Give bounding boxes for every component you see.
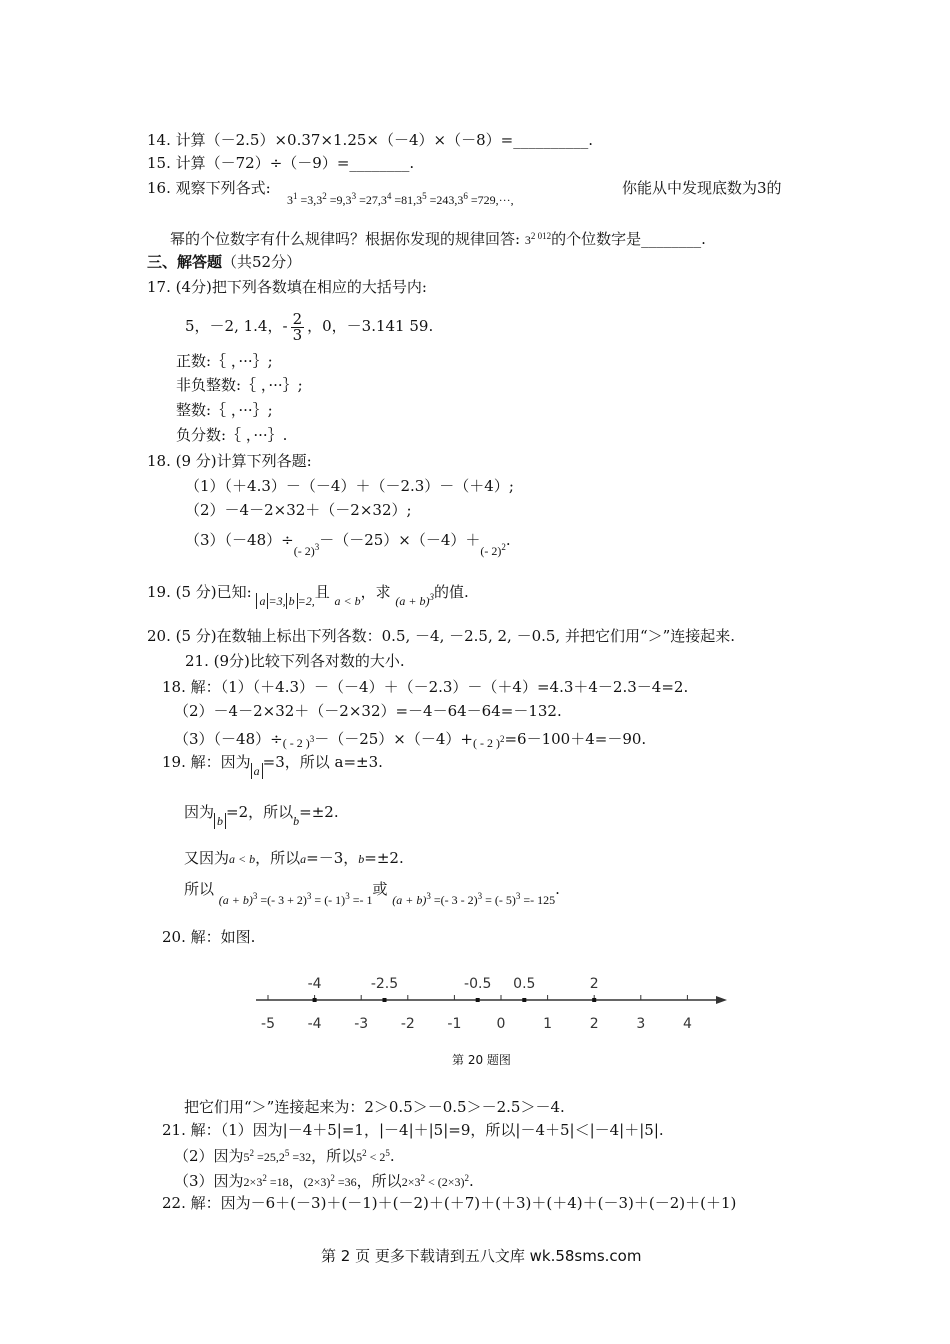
question-18-part1: （1）（＋4.3）－（－4）＋（－2.3）－（＋4）; bbox=[185, 477, 514, 495]
question-16-sequence: $3^1 =3,3^2 =9,3^3 =27,3^4 =81,3^5 =243,3^6 =729,\cdot\cdot\cdot$, bbox=[287, 191, 514, 207]
tick-label: -4 bbox=[307, 1016, 322, 1032]
section-title: 三、解答题（共52分） bbox=[147, 253, 302, 271]
question-14: 14. 计算（－2.5）×0.37×1.25×（－4）×（－8）=__________. bbox=[147, 131, 593, 149]
tick-label: -2 bbox=[400, 1016, 415, 1032]
question-17-numbers: 5，－2, 1.4，- $\frac{2}{3}$ ，0，－3.141 59. bbox=[185, 309, 434, 344]
question-20: 20. (5 分)在数轴上标出下列各数：0.5, －4, －2.5, 2, －0.5, 并把它们用“＞”连接起来. bbox=[147, 627, 736, 645]
answer-19-line3: 又因为a < b，所以a=－3，b=±2. bbox=[184, 849, 404, 867]
tick-label: 0 bbox=[496, 1016, 506, 1032]
figure-caption: 第 20 题图 bbox=[452, 1053, 511, 1067]
data-point bbox=[592, 998, 596, 1002]
answer-18-line3: $(3)(-48)\div_{( - 2 )^3}-(-25)\times(-4)+_{( - 2 )^2}=6-100+4=-90$. bbox=[174, 730, 647, 750]
point-label: 0.5 bbox=[513, 976, 536, 992]
point-label: 2 bbox=[589, 976, 599, 992]
question-16-label: 16. 观察下列各式: bbox=[147, 179, 271, 197]
answer-18-line2: （2）－4－2×32＋（－2×32）=－4－64－64=－132. bbox=[174, 702, 562, 720]
answer-22: 22. 解：因为－6＋(－3)＋(－1)＋(－2)＋(＋7)＋(＋3)＋(＋4)＋(－3)＋(－2)＋(＋1) bbox=[162, 1194, 737, 1212]
answer-20-conclusion: 把它们用“＞”连接起来为：2＞0.5＞－0.5＞－2.5＞－4. bbox=[184, 1098, 565, 1116]
question-15: 15. 计算（－72）÷（－9）=________. bbox=[147, 154, 415, 172]
question-18-part3: $(3)(-48)\div_{(- 2)^3}-(-25)\times(-4)+_{(- 2)^2}$. bbox=[185, 531, 511, 558]
question-16-line2: 幂的个位数字有什么规律吗？根据你发现的规律回答: $3^{2 012}$的个位数字是________. bbox=[170, 230, 706, 248]
question-18-part2: （2）－4－2×32＋（－2×32）; bbox=[185, 501, 412, 519]
question-21: 21. (9分)比较下列各对数的大小. bbox=[185, 652, 405, 670]
answer-21-line3: （3）因为$2\times 3^2 =18$，$(2\times 3)^2 =36$，所以$2\times 3^2 < (2\times 3)^2$. bbox=[174, 1172, 474, 1190]
question-19: 19. (5 分)已知: $_{a =3, b =2,}$且 $_{a < b}$，求 $_{(a + b)^3}$的值. bbox=[147, 583, 469, 608]
answer-21-line1: 21. 解：（1）因为|－4＋5|=1，|－4|＋|5|=9，所以|－4＋5|＜|－4|＋|5|. bbox=[162, 1121, 664, 1139]
tick-label: 1 bbox=[543, 1016, 553, 1032]
question-18-title: 18. (9 分)计算下列各题: bbox=[147, 452, 312, 470]
data-point bbox=[383, 998, 387, 1002]
point-label: -4 bbox=[307, 976, 322, 992]
page-footer: 第 2 页 更多下载请到五八文库 wk.58sms.com bbox=[321, 1247, 642, 1265]
answer-21-line2: （2）因为$5^2 =25,2^5 =32$，所以$5^2 < 2^5$. bbox=[174, 1147, 395, 1165]
data-point bbox=[522, 998, 526, 1002]
negative-fractions-set: 负分数:｛ ，···｝. bbox=[176, 426, 288, 444]
tick-label: -1 bbox=[447, 1016, 462, 1032]
tick-label: -5 bbox=[261, 1016, 275, 1032]
answer-18-line1: 18. 解：（1）（＋4.3）－（－4）＋（－2.3）－（＋4）=4.3＋4－2.3－4=2. bbox=[162, 678, 689, 696]
data-point bbox=[476, 998, 480, 1002]
answer-20-title: 20. 解：如图. bbox=[162, 928, 256, 946]
answer-19-line4: 所以 $_{(a + b)^3 =(- 3 + 2)^3 = (- 1)^3 =- 1}$或 $_{(a + b)^3 =(- 3 - 2)^3 = (- 5)^3 =- 125}$. bbox=[184, 880, 560, 907]
nonnegative-integers-set: 非负整数:｛ ，···｝; bbox=[176, 376, 303, 394]
answer-19-line2: 因为 b =2，所以$_b$=±2. bbox=[184, 803, 339, 828]
integers-set: 整数:｛ ，···｝; bbox=[176, 401, 273, 419]
fraction: $\frac{2}{3}$ bbox=[292, 309, 303, 344]
axis-arrow bbox=[716, 996, 727, 1004]
tick-label: 4 bbox=[682, 1016, 692, 1032]
tick-label: 3 bbox=[636, 1016, 646, 1032]
tick-label: 2 bbox=[589, 1016, 599, 1032]
question-16-suffix: 你能从中发现底数为3的 bbox=[622, 179, 782, 197]
power-expression: $3^{2 012}$ bbox=[524, 231, 552, 247]
positive-numbers-set: 正数:｛ ，···｝; bbox=[176, 352, 273, 370]
answer-19-line1: 19. 解：因为 a =3，所以 a=±3. bbox=[162, 753, 383, 778]
point-label: -2.5 bbox=[370, 976, 399, 992]
question-17-title: 17. (4分)把下列各数填在相应的大括号内: bbox=[147, 278, 427, 296]
data-point bbox=[313, 998, 317, 1002]
tick-label: -3 bbox=[354, 1016, 369, 1032]
point-label: -0.5 bbox=[464, 976, 492, 992]
